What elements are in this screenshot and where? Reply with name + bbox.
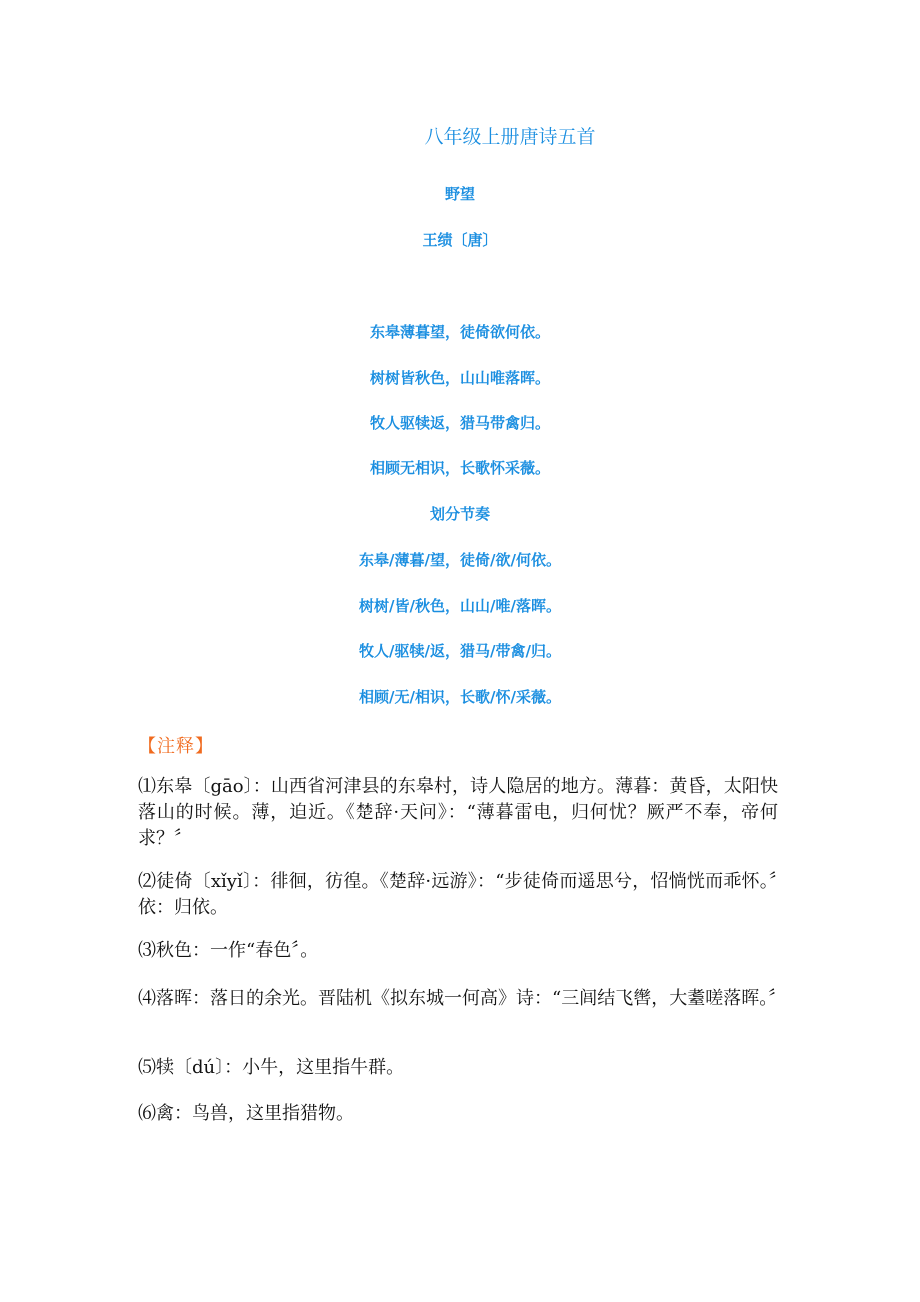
note-item: ⑹禽：鸟兽，这里指猎物。 (138, 1103, 354, 1124)
document-title: 八年级上册唐诗五首 (424, 126, 596, 148)
poem-line: 相顾无相识，长歌怀采薇。 (369, 459, 550, 477)
note-item: ⑴东皋〔gāo〕：山西省河津县的东皋村，诗人隐居的地方。薄暮：黄昏，太阳快落山的时候。薄，迫近。《楚辞·天问》：“薄暮雷电，归何忧？厥严不奉，帝何求？〞 (138, 776, 778, 849)
note-item: ⑶秋色：一作“春色〞。 (138, 940, 319, 961)
rhythm-line: 相顾/无/相识，长歌/怀/采薇。 (359, 688, 561, 706)
poem-author: 王绩〔唐〕 (422, 231, 498, 249)
rhythm-heading: 划分节奏 (429, 505, 490, 523)
rhythm-line: 东皋/薄暮/望，徒倚/欲/何依。 (359, 551, 561, 569)
poem-title: 野望 (444, 185, 475, 203)
note-item: ⑷落晖：落日的余光。晋陆机《拟东城一何高》诗：“三闾结飞辔，大耋嗟落晖。〞 (138, 988, 787, 1009)
poem-line: 牧人驱犊返，猎马带禽归。 (369, 414, 550, 432)
rhythm-line: 树树/皆/秋色，山山/唯/落晖。 (359, 597, 561, 615)
note-item: ⑵徒倚〔xǐyǐ〕：徘徊，彷徨。《楚辞·远游》：“步徒倚而遥思兮，怊惝恍而乖怀。〞依：归依。 (138, 871, 778, 918)
note-item: ⑸犊〔dú〕：小牛，这里指牛群。 (138, 1057, 405, 1078)
poem-line: 树树皆秋色，山山唯落晖。 (369, 369, 550, 387)
poem-line: 东皋薄暮望，徒倚欲何依。 (369, 323, 550, 341)
notes-heading: 【注释】 (138, 736, 214, 757)
rhythm-line: 牧人/驱犊/返，猎马/带禽/归。 (359, 642, 561, 660)
